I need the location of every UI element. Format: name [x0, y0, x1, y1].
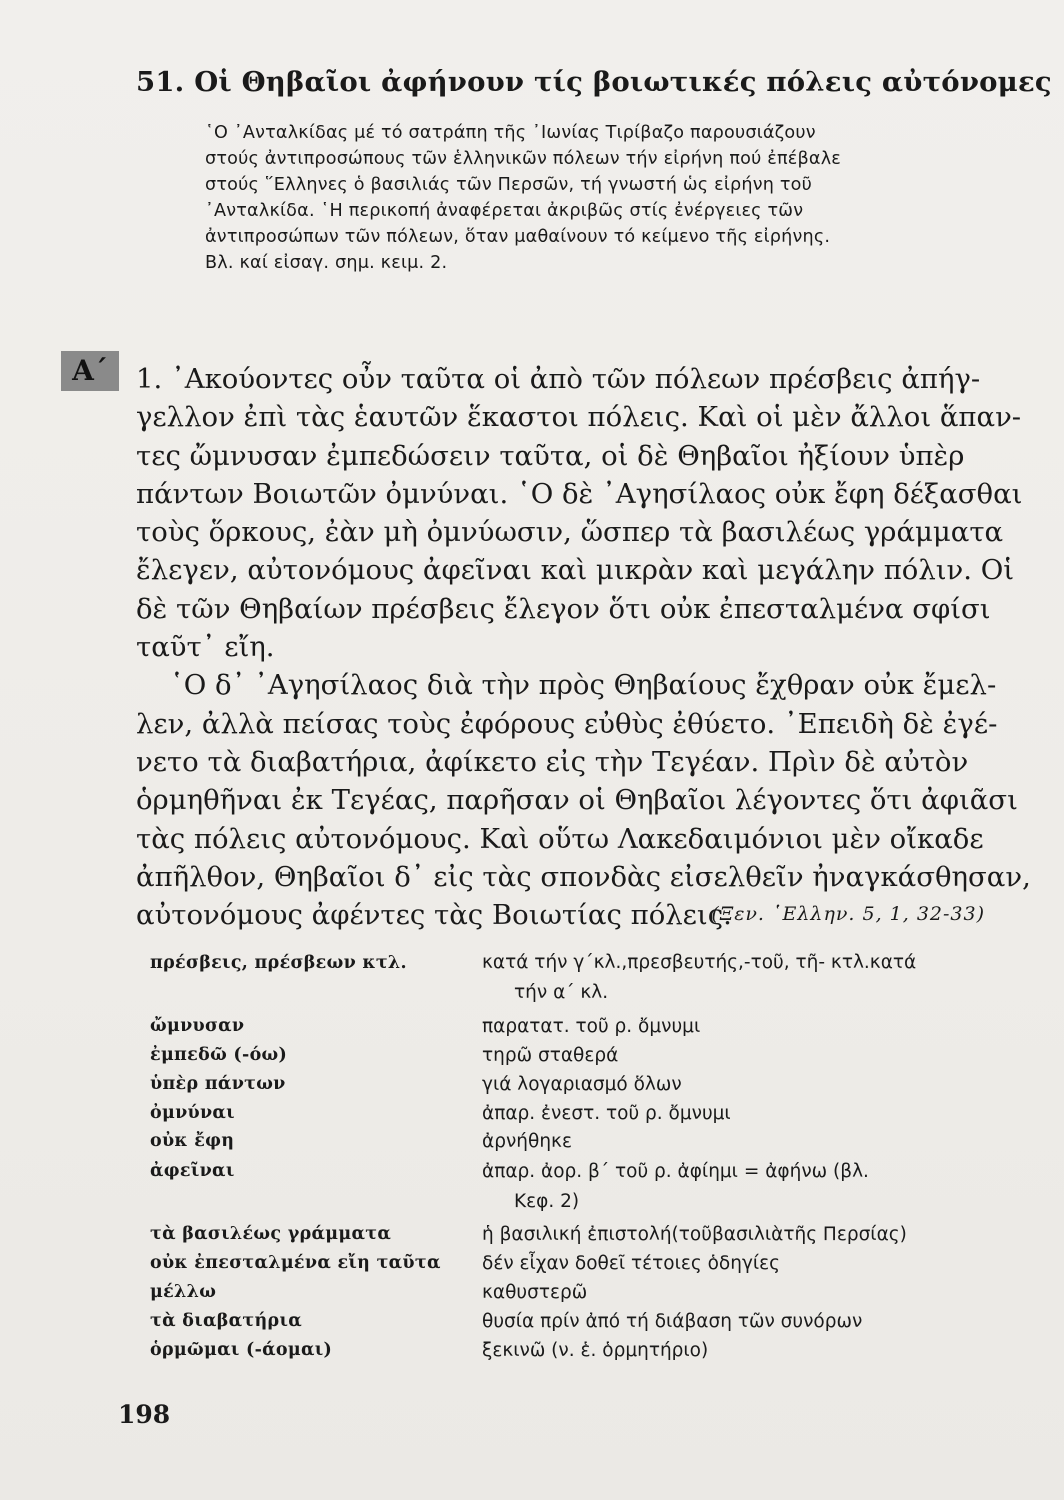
glossary-definition — [482, 948, 1002, 1008]
glossary-term: ἀφεῖναι — [150, 1161, 235, 1181]
glossary-definition-text: ἀπαρ. ἐνεστ. τοῦ ρ. ὄμνυμι — [482, 1103, 731, 1124]
passage-line: αὐτονόμους ἀφέντες τὰς Βοιωτίας πόλεις. — [136, 899, 732, 932]
glossary-definition-text: ἀρνήθηκε — [482, 1131, 572, 1152]
passage-line: ἀπῆλθον, Θηβαῖοι δ᾿ εἰς τὰς σπονδὰς εἰσελθεῖν ἠναγκάσθησαν, — [136, 860, 1031, 893]
glossary-definition-text: δέν εἶχαν δοθεῖ τέτοιες ὁδηγίες — [482, 1253, 781, 1274]
passage-line: δὲ τῶν Θηβαίων πρέσβεις ἔλεγον ὅτι οὐκ ἐπεσταλμένα σφίσι — [136, 592, 991, 625]
section-badge: Α΄ — [61, 351, 119, 391]
glossary-term: ἐμπεδῶ (-όω) — [150, 1045, 288, 1065]
glossary-term: ὤμνυσαν — [150, 1016, 245, 1036]
glossary-definition-continued: τήν α΄ κλ. — [514, 982, 609, 1003]
intro-line: στούς ῞Ελληνες ὁ βασιλιάς τῶν Περσῶν, τή γνωστή ὡς εἰρήνη τοῦ — [205, 175, 813, 195]
ancient-greek-passage — [136, 360, 1031, 934]
glossary-term: οὐκ ἔφη — [150, 1131, 235, 1151]
glossary-term: τὰ διαβατήρια — [150, 1311, 303, 1331]
passage-line: ῾Ο δ᾿ ᾿Αγησίλαος διὰ τὴν πρὸς Θηβαίους ἔχθραν οὐκ ἔμελ- — [170, 669, 997, 702]
glossary-definition-text: ἀπαρ. ἀορ. β΄ τοῦ ρ. ἀφίημι = ἀφήνω (βλ. — [482, 1161, 869, 1182]
glossary-definition-text: καθυστερῶ — [482, 1282, 588, 1303]
passage-line: τὰς πόλεις αὐτονόμους. Καὶ οὕτω Λακεδαιμόνιοι μὲν οἴκαδε — [136, 822, 984, 855]
intro-line: στούς ἀντιπροσώπους τῶν ἑλληνικῶν πόλεων τήν εἰρήνη πού ἐπέβαλε — [205, 149, 842, 169]
chapter-introduction — [205, 120, 995, 276]
intro-line: ᾿Ανταλκίδα. ῾Η περικοπή ἀναφέρεται ἀκριβῶς στίς ἐνέργειες τῶν — [205, 201, 804, 221]
chapter-title: 51. Οἱ Θηβαῖοι ἀφήνουν τίς βοιωτικές πόλεις αὐτόνομες — [136, 66, 1052, 98]
source-citation: (Ξεν. ῾Ελλην. 5, 1, 32-33) — [711, 903, 985, 925]
passage-line: νετο τὰ διαβατήρια, ἀφίκετο εἰς τὴν Τεγέαν. Πρὶν δὲ αὐτὸν — [136, 745, 969, 778]
glossary-term: οὐκ ἐπεσταλμένα εἴη ταῦτα — [150, 1253, 441, 1273]
glossary-definition-text: κατά τήν γ΄κλ.,πρεσβευτής,-τοῦ, τῆ- κτλ.κατά — [482, 952, 917, 973]
page-number: 198 — [118, 1400, 171, 1429]
intro-line: ἀντιπροσώπων τῶν πόλεων, ὅταν μαθαίνουν τό κείμενο τῆς εἰρήνης. — [205, 227, 831, 247]
intro-line: Βλ. καί εἰσαγ. σημ. κειμ. 2. — [205, 253, 448, 273]
glossary-definition-text: τηρῶ σταθερά — [482, 1045, 619, 1066]
glossary-term: τὰ βασιλέως γράμματα — [150, 1224, 392, 1244]
passage-line: ὁρμηθῆναι ἐκ Τεγέας, παρῆσαν οἱ Θηβαῖοι λέγοντες ὅτι ἀφιᾶσι — [136, 784, 1018, 817]
glossary-definition-text: παρατατ. τοῦ ρ. ὄμνυμι — [482, 1016, 701, 1037]
glossary-definition-continued: Κεφ. 2) — [514, 1191, 580, 1212]
glossary-definition-text: θυσία πρίν ἀπό τή διάβαση τῶν συνόρων — [482, 1311, 863, 1332]
passage-line: ταῦτ᾿ εἴη. — [136, 631, 275, 664]
glossary-term: ὀμνύναι — [150, 1103, 235, 1123]
passage-line: τοὺς ὅρκους, ἐὰν μὴ ὀμνύωσιν, ὥσπερ τὰ βασιλέως γράμματα — [136, 516, 1004, 549]
glossary-term: μέλλω — [150, 1282, 217, 1302]
glossary-definition — [482, 1157, 1002, 1217]
passage-line: γελλον ἐπὶ τὰς ἑαυτῶν ἕκαστοι πόλεις. Καὶ οἱ μὲν ἄλλοι ἅπαν- — [136, 401, 1022, 434]
glossary-definition-text: γιά λογαριασμό ὅλων — [482, 1074, 682, 1095]
intro-line: ῾Ο ᾿Ανταλκίδας μέ τό σατράπη τῆς ᾿Ιωνίας Τιρίβαζο παρουσιάζουν — [205, 123, 816, 143]
glossary-definition-text: ξεκινῶ (ν. ἑ. ὁρμητήριο) — [482, 1340, 709, 1361]
passage-line: τες ὤμνυσαν ἐμπεδώσειν ταῦτα, οἱ δὲ Θηβαῖοι ἠξίουν ὑπὲρ — [136, 439, 965, 472]
passage-line: ἔλεγεν, αὐτονόμους ἀφεῖναι καὶ μικρὰν καὶ μεγάλην πόλιν. Οἱ — [136, 554, 1015, 587]
glossary-term: ὑπὲρ πάντων — [150, 1074, 286, 1094]
passage-line: πάντων Βοιωτῶν ὀμνύναι. ῾Ο δὲ ᾿Αγησίλαος οὐκ ἔφη δέξασθαι — [136, 477, 1023, 510]
glossary-term: πρέσβεις, πρέσβεων κτλ. — [150, 953, 407, 973]
passage-line: λεν, ἀλλὰ πείσας τοὺς ἐφόρους εὐθὺς ἐθύετο. ᾿Επειδὴ δὲ ἐγέ- — [136, 707, 998, 740]
passage-line: 1. ᾿Ακούοντες οὖν ταῦτα οἱ ἀπὸ τῶν πόλεων πρέσβεις ἀπήγ- — [136, 363, 981, 395]
glossary-term: ὁρμῶμαι (-άομαι) — [150, 1340, 333, 1360]
glossary-definition-text: ἡ βασιλική ἐπιστολή(τοῦβασιλιὰτῆς Περσίας) — [482, 1224, 907, 1245]
